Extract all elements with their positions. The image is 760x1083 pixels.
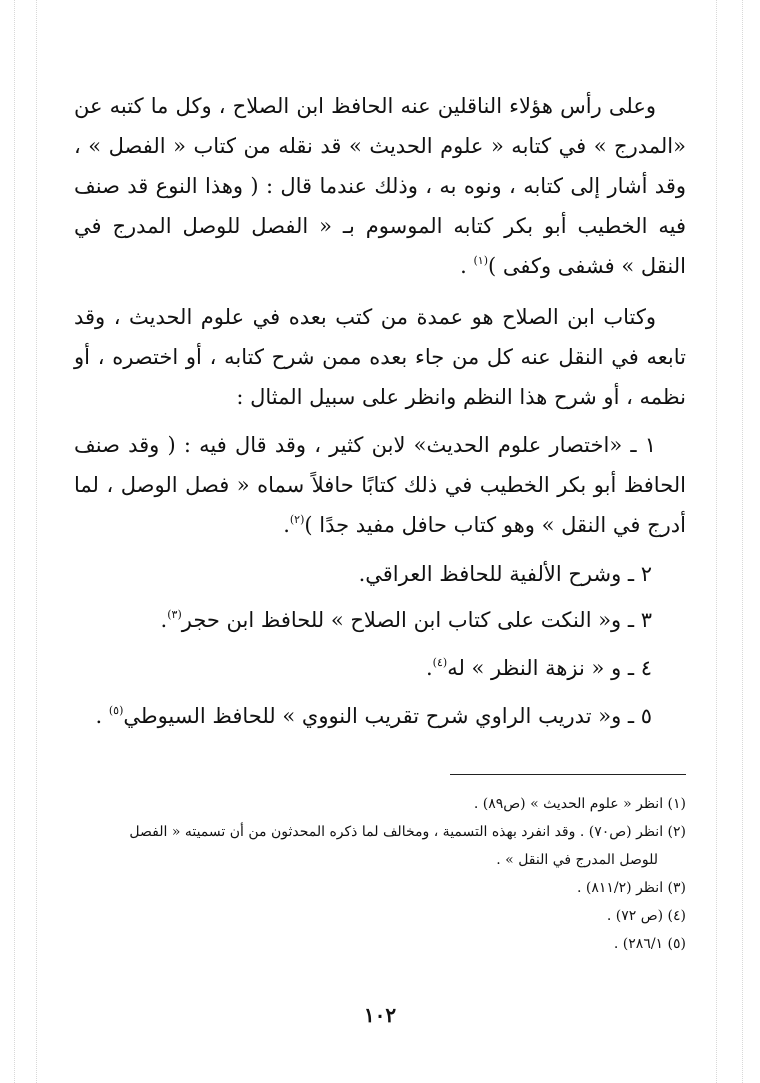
footnote-marker: (٣)	[167, 608, 182, 621]
list-item-end: .	[425, 656, 433, 680]
paragraph-body: وعلى رأس هؤلاء الناقلين عنه الحافظ ابن الصلاح ، وكل ما كتبه عن «المدرج » في كتابه « علوم الحديث » قد نقله من كتاب « الفصل » ، وقد أشار إلى كتابه ، ونوه به ، وذلك عندما قال : ( وهذا النوع قد صنف فيه الخطيب أبو بكر كتابه الموسوم بـ « الفصل للوصل المدرج في النقل » فشفى وكفى )	[74, 94, 686, 278]
list-item-body: ٣ ـ و« النكت على كتاب ابن الصلاح » للحافظ ابن حجر	[181, 608, 652, 632]
list-item-1	[74, 425, 686, 545]
paragraph-text: وكتاب ابن الصلاح هو عمدة من كتب بعده في علوم الحديث ، وقد تابعه في النقل عنه كل من جاء بعده ممن شرح كتابه ، أو اختصره ، أو نظمه ، أو شرح هذا النظم وانظر على سبيل المثال :	[74, 305, 686, 409]
paragraph-text	[74, 86, 686, 286]
footnotes	[74, 790, 686, 958]
footnote-marker: (٥)	[108, 704, 124, 717]
scan-guide-line	[742, 0, 743, 1083]
footnote-marker: (٢)	[289, 513, 305, 526]
list-item-5	[95, 698, 652, 734]
footnote-2-continued: للوصل المدرج في النقل » .	[496, 852, 658, 868]
list-item-body: ١ ـ «اختصار علوم الحديث» لابن كثير ، وقد قال فيه : ( وقد صنف الحافظ أبو بكر الخطيب في ذلك كتابًا حافلاً سماه « فصل الوصل ، لما أدرج في النقل » وهو كتاب حافل مفيد جدًا )	[74, 433, 686, 537]
footnote-divider	[450, 774, 686, 775]
paragraph-end: .	[460, 254, 474, 278]
list-item-body: ٤ ـ و « نزهة النظر » له	[447, 656, 652, 680]
list-item-2	[359, 556, 652, 592]
footnote-2: (٢) انظر (ص٧٠) . وقد انفرد بهذه التسمية ، ومخالف لما ذكره المحدثون من أن تسميته « الفصل	[129, 824, 686, 840]
paragraph-followers	[74, 297, 686, 417]
list-item-end: .	[160, 608, 168, 632]
footnote-5: (٥) ٢٨٦/١) .	[613, 936, 686, 952]
list-item-end: .	[95, 704, 109, 728]
list-item-3	[161, 602, 652, 638]
footnote-marker: (٤)	[432, 656, 448, 669]
footnote-3: (٣) انظر (٨١١/٢) .	[577, 880, 686, 896]
scan-guide-line	[14, 0, 15, 1083]
scan-guide-line	[716, 0, 717, 1083]
scan-guide-line	[36, 0, 37, 1083]
list-item-4	[426, 650, 652, 686]
footnote-4: (٤) (ص ٧٢) .	[606, 908, 686, 924]
list-item-body: ٥ ـ و« تدريب الراوي شرح تقريب النووي » للحافظ السيوطي	[123, 704, 652, 728]
paragraph-ibn-salah	[74, 86, 686, 286]
list-item-end: .	[283, 513, 290, 537]
list-item-body: ٢ ـ وشرح الألفية للحافظ العراقي.	[358, 562, 652, 586]
footnote-marker: (١)	[473, 254, 488, 267]
paragraph-text	[74, 425, 686, 545]
page-number: ١٠٢	[363, 1003, 397, 1027]
footnote-1: (١) انظر « علوم الحديث » (ص٨٩) .	[473, 796, 686, 812]
